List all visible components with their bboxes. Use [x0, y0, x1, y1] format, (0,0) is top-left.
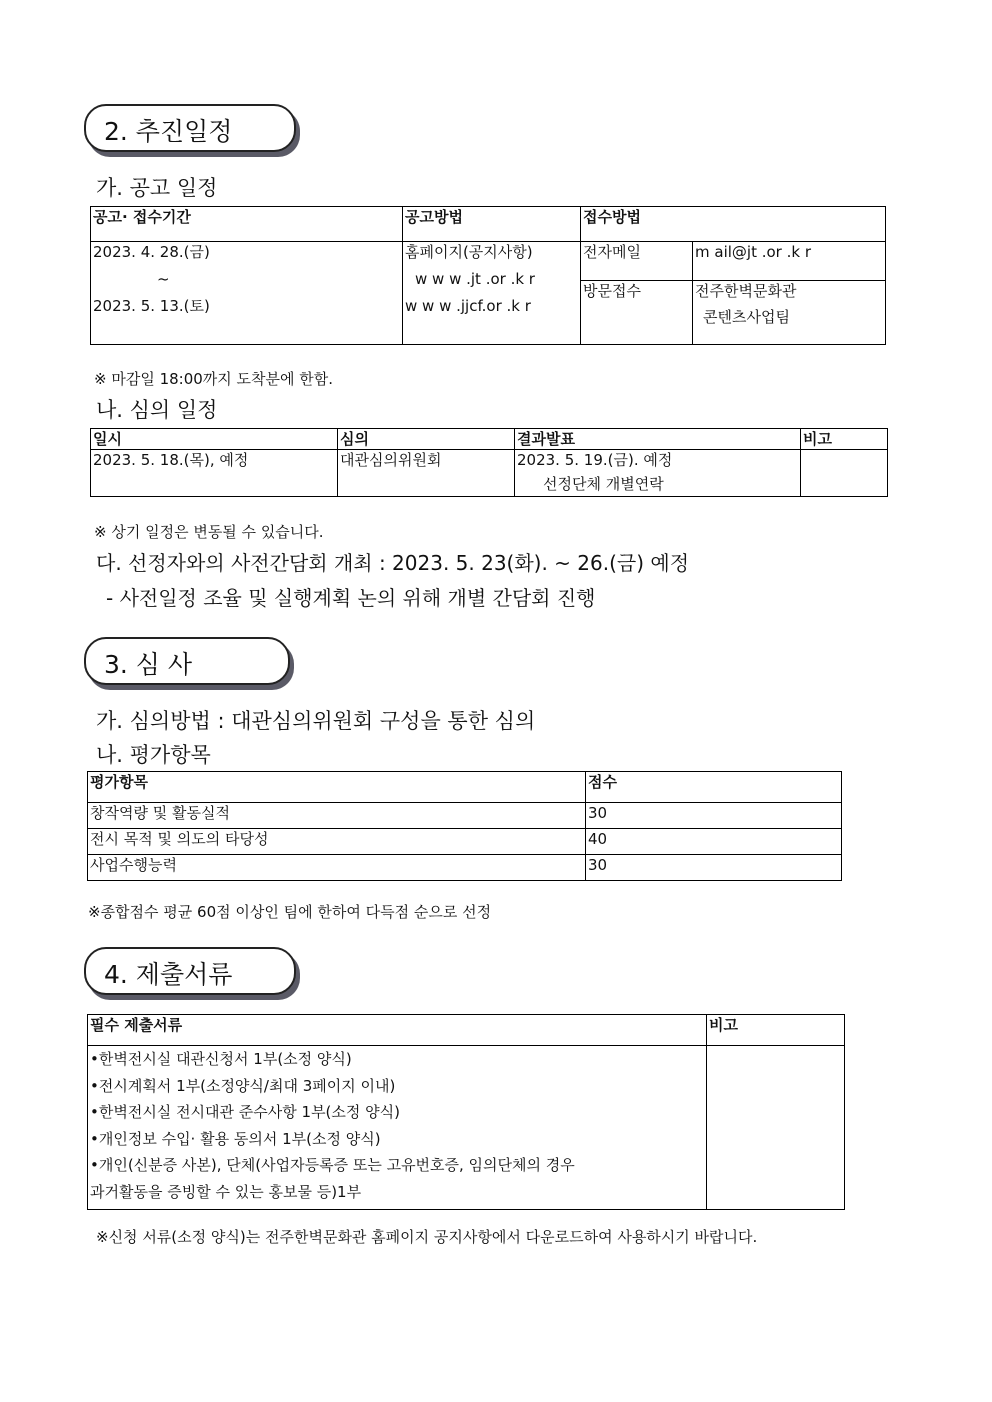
table-row — [88, 829, 842, 855]
date-end: 2023. 5. 13.(토) — [93, 297, 210, 315]
result-cell — [515, 450, 801, 497]
header-docs-remark: 비고 — [707, 1015, 845, 1046]
section-2-heading — [84, 104, 296, 152]
review-schedule-table — [90, 428, 888, 497]
header-method: 공고방법 — [403, 207, 581, 242]
review-date: 2023. 5. 18.(목), 예정 — [91, 450, 338, 497]
method-cell — [403, 242, 581, 345]
required-documents-table — [87, 1014, 845, 1210]
table-row — [88, 803, 842, 829]
list-item: •개인정보 수입· 활용 동의서 1부(소정 양식) — [90, 1129, 381, 1148]
list-item: 과거활동을 증빙할 수 있는 홍보물 등)1부 — [90, 1182, 362, 1201]
header-eval-item: 평가항목 — [88, 772, 586, 803]
email-label: 전자메일 — [581, 242, 693, 281]
period-cell — [91, 242, 403, 345]
header-score: 점수 — [586, 772, 842, 803]
header-docs: 필수 제출서류 — [88, 1015, 707, 1046]
header-period: 공고· 접수기간 — [91, 207, 403, 242]
schedule-b-label: 나. 심의 일정 — [96, 398, 218, 422]
deadline-note: ※ 마감일 18:00까지 도착분에 한함. — [94, 370, 334, 388]
header-remark: 비고 — [801, 429, 888, 450]
announcement-schedule-table — [90, 206, 886, 345]
method-homepage: 홈페이지(공지사항) — [405, 243, 533, 261]
schedule-c-detail: - 사전일정 조율 및 실행계획 논의 위해 개별 간담회 진행 — [106, 586, 596, 610]
list-item: •개인(신분증 사본), 단체(사업자등록증 또는 고유번호증, 임의단체의 경우 — [90, 1156, 575, 1174]
eval-score: 30 — [586, 855, 842, 881]
visit-label: 방문접수 — [581, 281, 693, 345]
schedule-c-label: 다. 선정자와의 사전간담회 개최 : 2023. 5. 23(화). ~ 26.(금) 예정 — [96, 551, 690, 575]
visit-value-cell — [693, 281, 886, 345]
header-date: 일시 — [91, 429, 338, 450]
email-value: m ail@jt .or .k r — [693, 242, 886, 281]
evaluation-table — [87, 771, 842, 881]
section-2-title: 2. 추진일정 — [104, 117, 233, 146]
eval-item: 전시 목적 및 의도의 타당성 — [88, 829, 586, 855]
eval-score: 30 — [586, 803, 842, 829]
docs-remark — [707, 1046, 845, 1210]
docs-list — [88, 1046, 707, 1210]
eval-score: 40 — [586, 829, 842, 855]
section-4-title: 4. 제출서류 — [104, 960, 233, 989]
list-item: •한벽전시실 전시대관 준수사항 1부(소정 양식) — [90, 1103, 400, 1121]
visit-value-1: 전주한벽문화관 — [695, 282, 797, 300]
eval-item: 창작역량 및 활동실적 — [88, 803, 586, 829]
result-contact: 선정단체 개별연락 — [543, 475, 664, 493]
schedule-change-note: ※ 상기 일정은 변동될 수 있습니다. — [94, 523, 324, 541]
list-item: •전시계획서 1부(소정양식/최대 3페이지 이내) — [90, 1076, 396, 1095]
review-committee: 대관심의위원회 — [338, 450, 515, 497]
visit-value-2: 콘텐츠사업팀 — [703, 308, 790, 326]
method-url-2: w w w .jjcf.or .k r — [405, 297, 531, 315]
score-note: ※종합점수 평균 60점 이상인 팀에 한하여 다득점 순으로 선정 — [88, 903, 492, 921]
method-url-1: w w w .jt .or .k r — [415, 270, 535, 288]
result-date: 2023. 5. 19.(금). 예정 — [517, 451, 673, 469]
evaluation-items-label: 나. 평가항목 — [96, 743, 211, 767]
date-tilde: ~ — [157, 270, 170, 288]
header-receipt: 접수방법 — [581, 207, 886, 242]
section-3-title: 3. 심 사 — [104, 650, 193, 679]
list-item: •한벽전시실 대관신청서 1부(소정 양식) — [90, 1050, 352, 1068]
table-row — [88, 855, 842, 881]
section-4-heading — [84, 947, 296, 995]
header-review: 심의 — [338, 429, 515, 450]
header-result: 결과발표 — [515, 429, 801, 450]
review-remark — [801, 450, 888, 497]
review-method-label: 가. 심의방법 : 대관심의위원회 구성을 통한 심의 — [96, 709, 536, 733]
section-3-heading — [84, 637, 290, 685]
schedule-a-label: 가. 공고 일정 — [96, 176, 218, 200]
eval-item: 사업수행능력 — [88, 855, 586, 881]
download-note: ※신청 서류(소정 양식)는 전주한벽문화관 홈페이지 공지사항에서 다운로드하여 사용하시기 바랍니다. — [96, 1228, 758, 1246]
date-start: 2023. 4. 28.(금) — [93, 243, 210, 261]
